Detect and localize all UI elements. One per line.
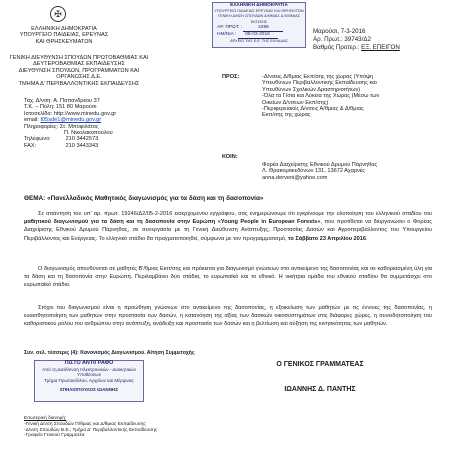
to-list — [262, 74, 379, 119]
p1-segment: Σε απάντηση του υπ' αρ. πρωτ. 19246/Δ2/05-2-2016 εισερχομένου εγγράφου, σας ενημερώνουμε ότι εγκρίνουμε την υλοποίηση του ελληνικού σταδίου του — [38, 211, 432, 217]
p1-segment: , που προτίθεται να διοργανώσει ο Φορέας Διαχείρισης Εθνικού Δρυμού Πάρνηθας, σε συνεργασία με τη Γενική Διεύθυνση Ανάπτυξης, Προστασίας Δασών και Αγροπεριβάλλοντος του Υπουργείου Περιβάλλοντος και Ενέργειας. Το ελληνικό στάδιο θα πραγματοποιηθεί, σύμφωνα με τον προγραμματισμό, — [24, 219, 432, 242]
p1-segment: το Σάββατο 23 Απριλίου 2016 — [288, 235, 366, 242]
stamp-line: ΓΕΝΙΚΗ Δ/ΝΣΗ ΣΠΟΥΔΩΝ Α/ΘΜΙΑΣ & Β/ΘΜΙΑΣ — [217, 14, 301, 19]
contact-block — [24, 98, 116, 149]
to-line: -Δ/νσεις Δ/θμιας Εκπ/σης της χώρας (Υπόψη — [262, 74, 374, 80]
org-line: ΕΛΛΗΝΙΚΗ ΔΗΜΟΚΡΑΤΙΑ — [31, 26, 97, 32]
copy-line: Υποθέσεων — [76, 372, 102, 378]
protocol-number: Αρ. Πρωτ.: 39743/Δ2 — [313, 36, 371, 43]
address-line: Τ.Κ. – Πόλη: 151 80 Μαρούσι — [24, 104, 97, 111]
greek-emblem-icon: ✠ — [50, 6, 66, 22]
certified-copy-stamp — [34, 360, 144, 402]
stamp-date-label: ΗΜ/ΝΙΑ : — [217, 31, 237, 37]
p1-segment: . — [365, 235, 368, 242]
document-meta — [313, 28, 400, 52]
cc-line: Φορέα Διαχείρισης Εθνικού Δρυμού Πάρνηθας — [262, 162, 378, 168]
fax-line — [24, 143, 116, 149]
stamp-footer: ΑΡΧΕΙΟ ΤΗΣ Ε.Ε. ΤΗΣ ΕΛΛΑΔΑΣ — [230, 38, 288, 43]
info-line: Πληροφορίες: Στ. Μποφιλάτος — [24, 123, 99, 130]
to-line: Υπευθύνων Περιβαλλοντικής Εκπαίδευσης και — [262, 80, 377, 87]
subject-label: ΘΕΜΑ: — [24, 195, 46, 202]
stamp-line: ΥΠΟΥΡΓΕΙΟ ΠΑΙΔΕΙΑΣ ΕΡΕΥΝΑΣ ΚΑΙ ΘΡΗΣΚ/ΤΩΝ — [214, 8, 304, 13]
stamp-date-value: 05-03-2016 — [238, 32, 278, 39]
copy-line: ΠΙΣΤΟ ΑΝΤΙΓΡΑΦΟ — [64, 360, 114, 366]
fax-label: FAX: — [24, 142, 37, 149]
internal-line: -Γενική Δ/νση Σπουδών Π/θμιας και Δ/θμιας Εκπαίδευσης — [24, 421, 146, 427]
copy-line: ΣΠΗΛΙΟΠΟΥΛΟΣ ΙΩΑΝΝΗΣ — [59, 387, 119, 393]
place-date: Μαρούσι, 7-3-2016 — [313, 28, 366, 35]
org-line: ΚΑΙ ΘΡΗΣΚΕΥΜΑΤΩΝ — [35, 38, 93, 45]
subject-line — [24, 196, 263, 202]
cc-label: ΚΟΙΝ: — [222, 154, 238, 160]
signature-block — [250, 360, 390, 394]
stamp-prot-label: ΑΡ. ΠΡΩΤ. : — [217, 25, 243, 31]
dept-line: ΤΜΗΜΑ Δ' ΠΕΡΙΒΑΛΛΟΝΤΙΚΗΣ ΕΚΠΑΙΔΕΥΣΗΣ — [18, 80, 140, 87]
body-paragraph-1 — [24, 210, 432, 243]
signature-name: ΙΩΑΝΝΗΣ Δ. ΠΑΝΤΗΣ — [284, 386, 356, 393]
to-line: Υπευθύνων Σχολικών Δραστηριοτήτων) — [262, 86, 361, 93]
body-paragraph-3: Στόχοι του διαγωνισμού είναι η προώθηση γνώσεων στο αντικείμενο της δασοπονίας, η εξοικείωση των μαθητών με τις έννοιες της δασοπονίας, η ευαισθητοποίηση των μαθητών στην προστασία των δασών, η κατανόηση της αξίας των δασικών οικοσυστημάτων στις διάφορες χώρες, η συνειδητοποίηση του καθοριστικού ρόλου του ανθρώπου στην ανάπτυξη, ανάδειξη και προστασία των δασών και η βελτίωση και αύξηση της κινητικότητας των μαθητών. — [24, 305, 432, 328]
signature-title: Ο ΓΕΝΙΚΟΣ ΓΡΑΜΜΑΤΕΑΣ — [276, 361, 364, 368]
dept-line: ΔΙΕΥΘΥΝΣΗ ΣΠΟΥΔΩΝ, ΠΡΟΓΡΑΜΜΑΤΩΝ ΚΑΙ — [18, 67, 140, 74]
priority-label: Βαθμός Προτερ.: — [313, 44, 360, 51]
priority-value: ΕΞ. ΕΠΕΙΓΟΝ — [361, 44, 400, 51]
to-line: Οικείων Δ/νσεων Εκπ/σης) — [262, 99, 329, 106]
copy-line: Τμήμα Πρωτοκόλλου, Αρχείων και Μέριμνας — [44, 377, 134, 383]
org-line: ΥΠΟΥΡΓΕΙΟ ΠΑΙΔΕΙΑΣ, ΕΡΕΥΝΑΣ — [19, 32, 109, 39]
dept-line: ΟΡΓΑΝΩΣΗΣ Δ.Ε. — [56, 74, 102, 81]
stamp-date — [213, 32, 305, 39]
body-paragraph-2: Ο διαγωνισμός απευθύνεται σε μαθητές Β'/θμιας Εκπ/σης και πρόκειται για διαγωνισμό γνώσεων στο αντικείμενο της δασοπονίας και σε καθοριασμένη ύλη για τα δάση και τη δασοπονία στην Ευρώπη. Περιλαμβάνει δύο στάδια, το ευρωπαϊκό και το εθνικό. Η νικήτρια ομάδα του εθνικού σταδίου θα συμμετάσχει στο ευρωπαϊκό στάδιο. — [24, 266, 432, 289]
dept-line: ΓΕΝΙΚΗ ΔΙΕΥΘΥΝΣΗ ΣΠΟΥΔΩΝ ΠΡΩΤΟΒΑΘΜΙΑΣ ΚΑΙ — [9, 55, 149, 61]
info-line: Π. Νικολακοπούλου — [64, 130, 113, 137]
tel-value: 210 3442573 — [65, 136, 99, 143]
copy-line: Από τη Διεύθυνση Ηλεκτρονικών - Διοικητικών — [42, 366, 136, 372]
subject-text: «Πανελλαδικός Μαθητικός διαγωνισμός για τα δάση και τη δασοπονία» — [47, 195, 264, 202]
cc-line: anna.derveni@yahoo.com — [262, 174, 328, 181]
ministry-header — [12, 26, 116, 45]
to-line: Εκπ/σης της χώρας — [262, 112, 311, 119]
internal-label: Εσωτερική διανομή: — [24, 416, 67, 421]
tel-label: Τηλέφωνο: — [24, 136, 51, 143]
stamp-prot-value: 4396 — [243, 25, 283, 32]
stamp-line: ΕΛΛΗΝΙΚΗ ΔΗΜΟΚΡΑΤΙΑ — [230, 3, 288, 8]
cc-list — [262, 162, 377, 181]
email-link[interactable]: t05sde1@minedu.gov.gr — [40, 117, 102, 124]
priority — [313, 44, 400, 52]
address-line: Ιστοσελίδα: http://www.minedu.gov.gr — [24, 110, 117, 117]
address-line: Ταχ. Δ/νση: Α. Παπανδρέου 37 — [24, 98, 100, 104]
internal-line: -Δ/νση Σπουδών Β.Ε., Τμήμα Δ' Περιβαλλοντικής Εκπαίδευσης — [24, 427, 158, 433]
cc-line: Λ. Θρακομακεδόνων 131, 13672 Αχαρνές — [262, 168, 365, 175]
to-label: ΠΡΟΣ: — [222, 74, 240, 80]
internal-line: -Γραφείο Γενικού Γραμματέα — [24, 433, 85, 439]
dept-line: ΔΕΥΤΕΡΟΒΑΘΜΙΑΣ ΕΚΠΑΙΔΕΥΣΗΣ — [32, 61, 126, 68]
stamp-prot — [213, 25, 305, 32]
p1-segment: μαθητικού διαγωνισμού για τα δάση και τη δασοπονία στην Ευρώπη «Young People in European Forests» — [24, 219, 321, 226]
protocol-stamp — [212, 2, 306, 48]
internal-distribution — [24, 416, 157, 439]
email-label: email: — [24, 117, 39, 124]
attachment-note: Συν. σελ. τέσσερις (4): Κανονισμός Διαγωνισμού. Αίτηση Συμμετοχής — [24, 350, 195, 356]
to-line: -Περιφερειακές Δ/νσεις Α/θμιας & Δ/θμιας — [262, 106, 364, 113]
department-header — [4, 55, 154, 87]
fax-value: 210 3443343 — [65, 142, 99, 149]
stamp-line: ΕΚΠ/ΣΗΣ — [250, 19, 268, 24]
to-line: -Όλα τα Γ/σια και Λύκεια της Χώρας (Μέσω των — [262, 93, 380, 100]
